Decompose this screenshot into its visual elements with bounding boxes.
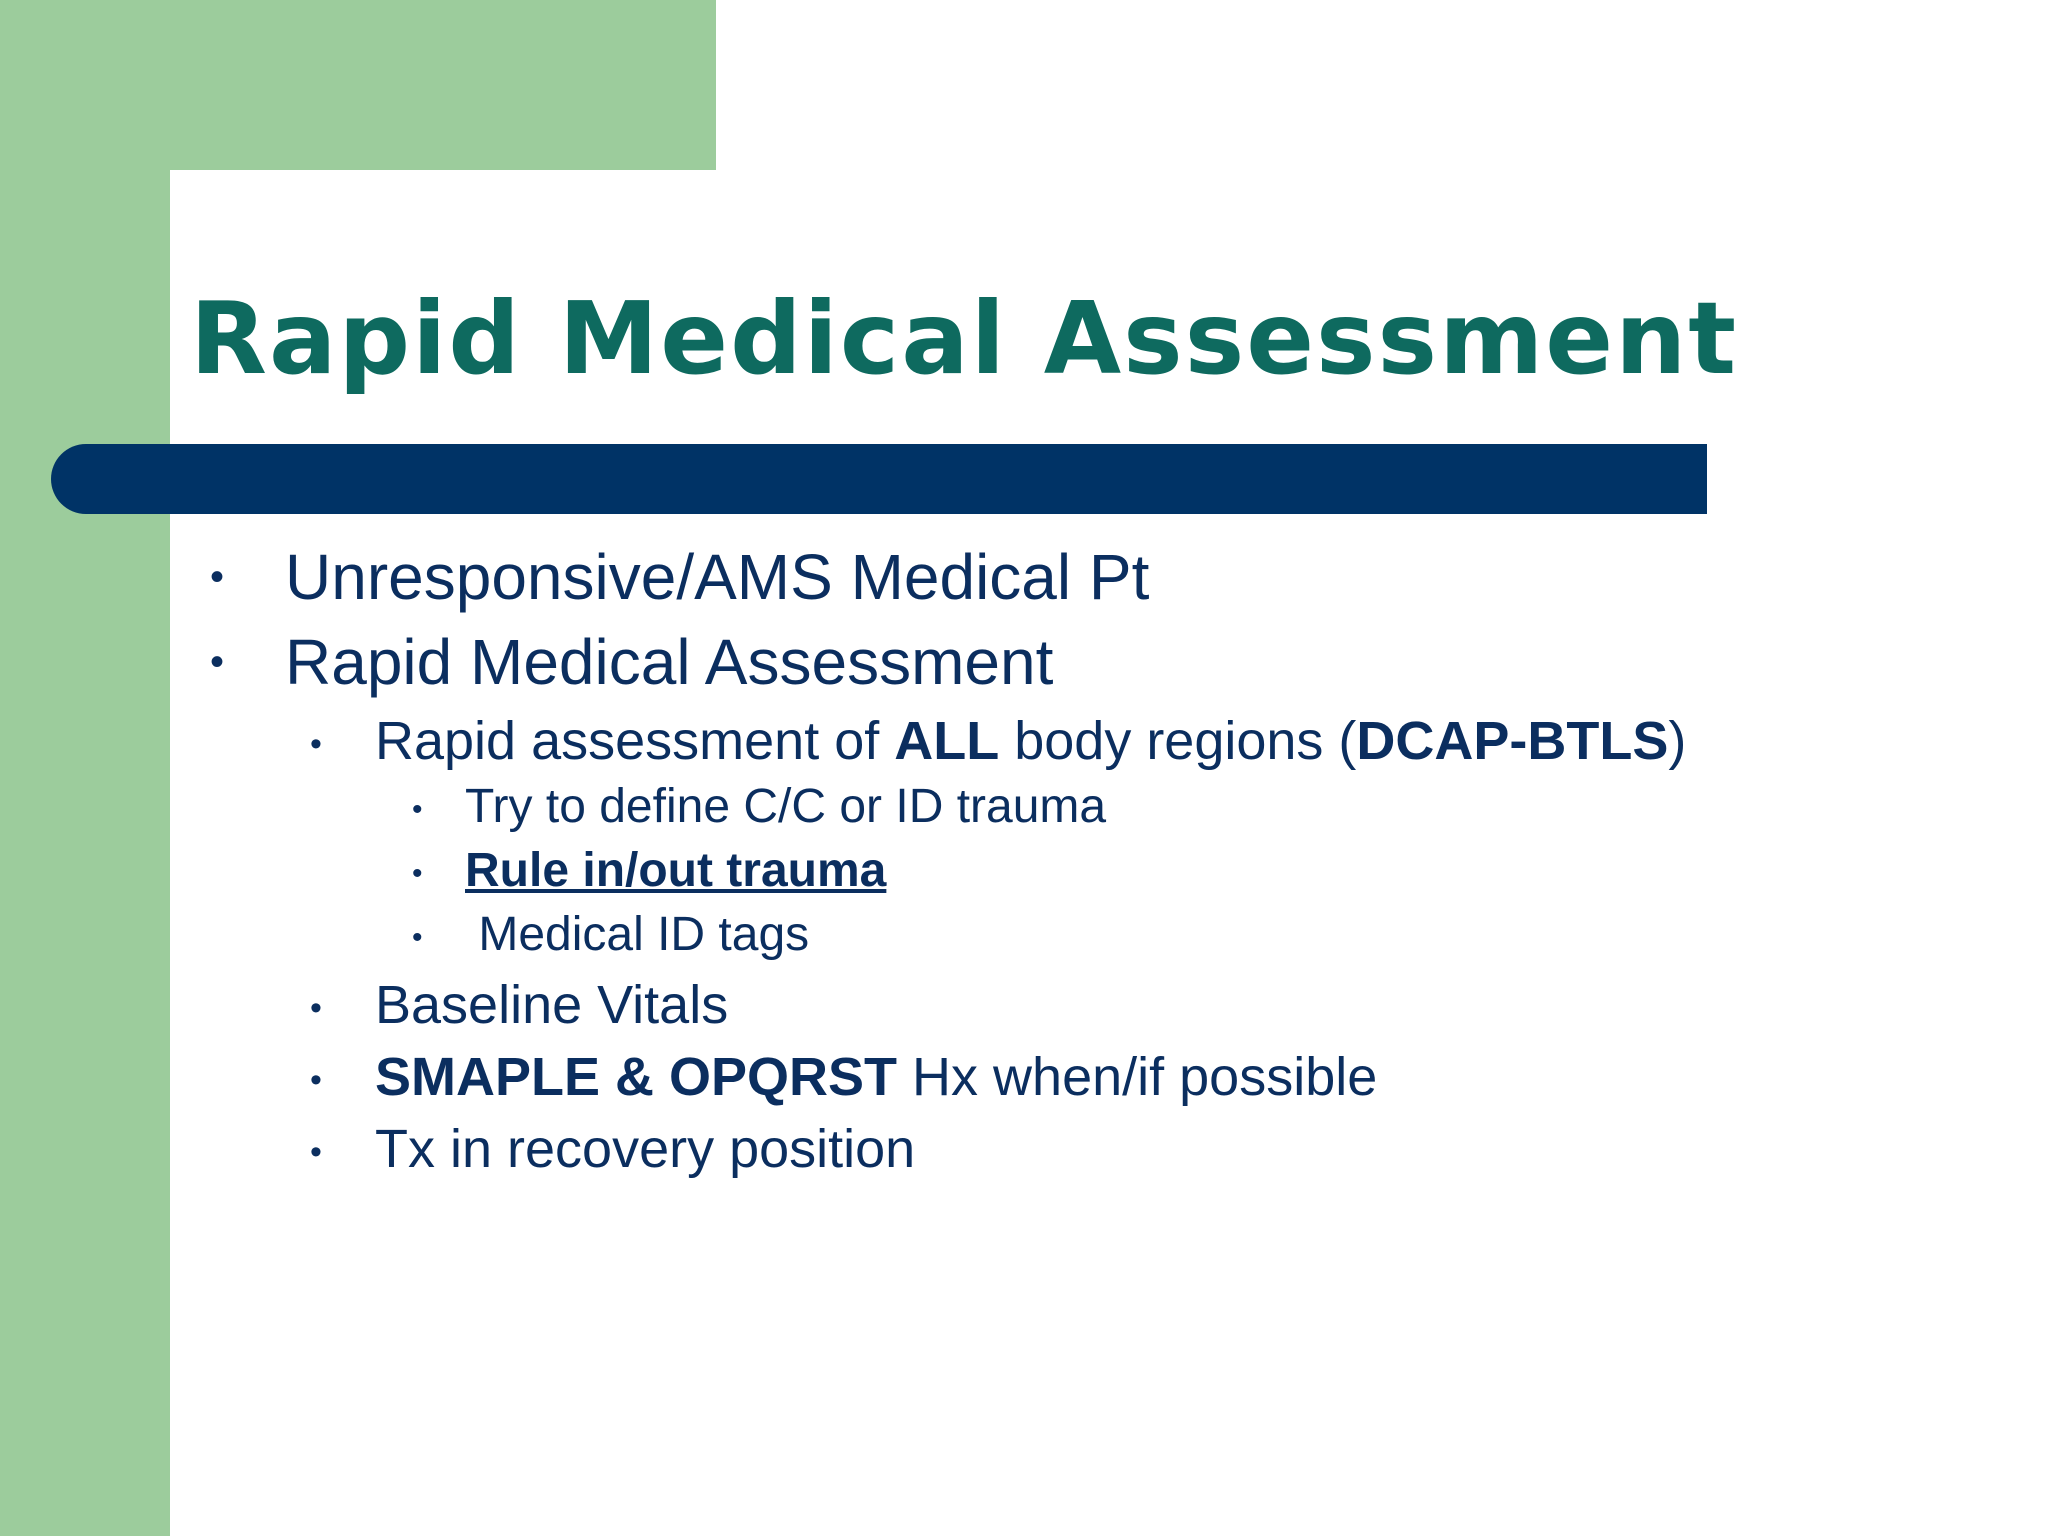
bullet-dot: •	[412, 793, 423, 826]
list-item-level1: Unresponsive/AMS Medical Pt	[285, 541, 1150, 613]
list-item-level3: Try to define C/C or ID trauma	[465, 780, 1107, 833]
bullet-dot: •	[210, 640, 225, 684]
bullet-dot: •	[210, 555, 225, 599]
bullet-dot: •	[412, 857, 423, 890]
emphasis-text: DCAP-BTLS	[1356, 711, 1669, 771]
list-item-level3: Medical ID tags	[465, 908, 810, 961]
item-text: Hx when/if possible	[897, 1047, 1378, 1107]
item-text: )	[1668, 711, 1687, 771]
bullet-dot: •	[310, 1061, 322, 1099]
bullet-dot: •	[412, 921, 423, 954]
list-item-level1: Rapid Medical Assessment	[285, 626, 1054, 698]
list-item-level3-underlined: Rule in/out trauma	[465, 844, 887, 897]
item-text: body regions (	[999, 711, 1357, 771]
slide-title: Rapid Medical Assessment	[190, 280, 1739, 397]
bullet-dot: •	[310, 989, 322, 1027]
list-item-level2	[375, 710, 1686, 772]
bullet-dot: •	[310, 1133, 322, 1171]
emphasis-text: ALL	[894, 711, 1000, 771]
list-item-level2	[375, 1046, 1377, 1108]
item-text: Rapid assessment of	[375, 711, 895, 771]
list-item-level2: Baseline Vitals	[375, 975, 729, 1035]
bullet-dot: •	[310, 725, 322, 763]
list-item-level2: Tx in recovery position	[375, 1119, 916, 1179]
emphasis-text: SMAPLE & OPQRST	[375, 1047, 898, 1107]
